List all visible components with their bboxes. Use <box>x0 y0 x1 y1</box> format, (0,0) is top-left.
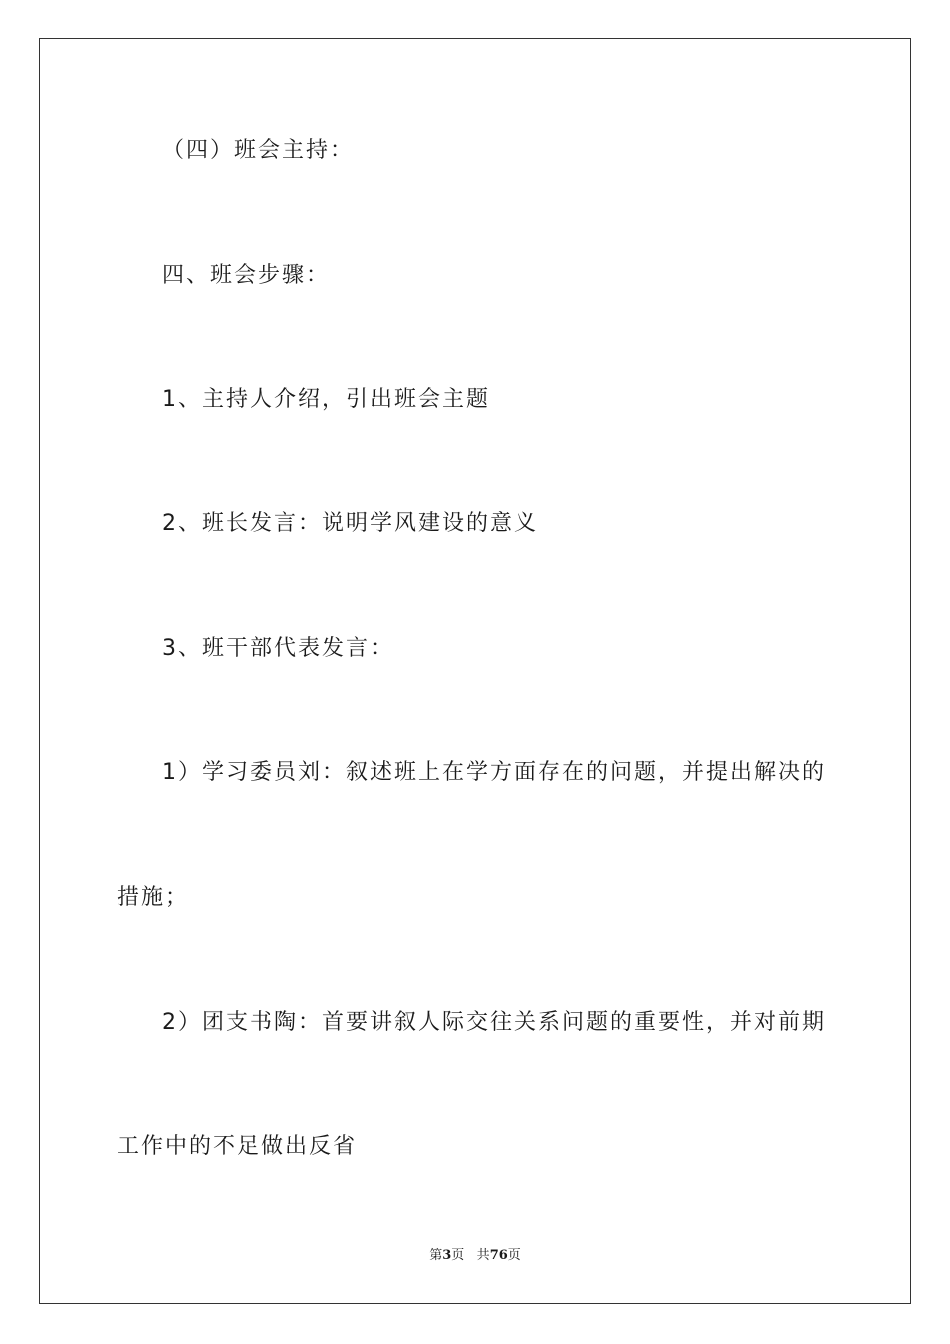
substep-1-continuation: 措施； <box>117 885 190 910</box>
substep-2-text: 2）团支书陶：首要讲叙人际交往关系问题的重要性，并对前期 <box>162 1010 826 1035</box>
substep-2-continuation: 工作中的不足做出反省 <box>117 1134 358 1159</box>
substep-1-text: 1）学习委员刘：叙述班上在学方面存在的问题，并提出解决的 <box>162 760 826 785</box>
section-heading-steps: 四、班会步骤： <box>162 263 331 288</box>
section-heading-host: （四）班会主持： <box>162 138 355 163</box>
footer-page-prefix: 第 <box>429 1248 443 1263</box>
footer-page-suffix: 页 <box>451 1248 465 1263</box>
footer-page-number: 3 <box>442 1248 452 1263</box>
page-border <box>39 38 911 1304</box>
step-3-text: 3、班干部代表发言： <box>162 636 394 661</box>
step-1-text: 1、主持人介绍，引出班会主题 <box>162 387 490 412</box>
page-footer <box>0 1247 950 1265</box>
footer-total-pages: 76 <box>489 1248 508 1263</box>
footer-total-suffix: 页 <box>507 1248 521 1263</box>
footer-total-prefix: 共 <box>476 1248 490 1263</box>
step-2-text: 2、班长发言：说明学风建设的意义 <box>162 511 538 536</box>
